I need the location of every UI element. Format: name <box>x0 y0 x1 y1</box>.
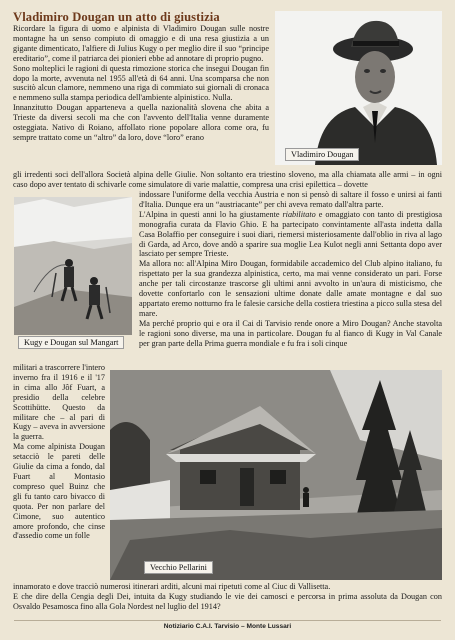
hut-image <box>110 370 442 580</box>
paragraph-5: Ma allora no: all'Alpina Miro Dougan, formidabile accademico del Club alpino italiano, fu rispettato per la sua grandezza alpinistica, certo, ma mai venne considerato un pari. Forse anche per tali circostanze trascorse gli ultimi anni avvolto in un'aura di misticismo, che dovette confortarlo con le sensazioni ultime donate dalle amate montagne e dal suo appartato eremo notturno fra le falesie carsiche della costiera triestina a picco sulla stesa del mare. <box>139 259 442 318</box>
footer-rule <box>14 620 441 621</box>
paragraph-4-end: e omaggiato con tanto di prestigiosa monografia curata da Flavio Ghio. E ha partecipato convintamente all'asta indetta dalla Casa Bolaffio per conseguire i suoi diari, riemersi misteriosamente dall'oblio in riva al lago di Garda, ad Arco, dove andò a sparire sua moglie Lea Kulot negli anni Settanta dopo aver lasciato per sempre Trieste. <box>139 209 442 259</box>
portrait-image <box>275 11 442 165</box>
paragraph-3b: gli irredenti soci dell'allora Società alpina delle Giulie. Non soltanto era triestino sloveno, ma alla chiamata alle armi – in ogni caso dopo aver tentato di schivarle come simulatore di varie malattie, compresa una crisi epilettica – dovette <box>13 170 442 189</box>
paragraph-2: Sono molteplici le ragioni di questa rimozione storica che insegui Dougan fin dopo la morte, avvenuta nel 1955 all'età di 64 anni. Una scomparsa che non suscitò alcun clamore, nemmeno una riga di commiato sui giornali di cronaca e nemmeno sulla stampa periodica dell'ambiente alpinistico. Nulla. <box>13 63 269 103</box>
paragraph-3a: Innanzitutto Dougan apparteneva a quella nazionalità slovena che abita a Trieste da diversi secoli ma che con l'avvento dell'Italia venne duramente osteggiata. Nativo di Roiano, affollato rione popolare allora come ora, fu sempre trattato come un “altro” da loro, dove “loro” erano <box>13 103 269 142</box>
fullwidth-text <box>13 170 442 190</box>
intro-paragraph <box>13 24 269 143</box>
paragraph-4-start: L'Alpina in questi anni lo ha giustamente <box>139 209 283 219</box>
paragraph-6: Ma perché proprio qui e ora il Cai di Tarvisio rende onore a Miro Dougan? Anche stavolta le ragioni sono diverse, ma una in particolare. Dougan fu al fianco di Kugy in Val Canale per gran parte della Prima guerra mondiale e fu fra i soli cinque <box>139 318 442 348</box>
hut-photo <box>110 370 442 580</box>
mangart-caption: Kugy e Dougan sul Mangart <box>18 336 124 349</box>
paragraph-7: militari a trascorrere l'intero inverno fra il 1916 e il '17 in cima allo Jôf Fuart, a presidio della celebre Scottihütte. Questo da militare che – al pari di Kugy – aveva in avversione la guerra. <box>13 363 105 442</box>
portrait-caption: Vladimiro Dougan <box>285 148 359 161</box>
mangart-photo <box>14 197 132 335</box>
paragraph-3c: indossare l'uniforme della vecchia Austria e non si pensò di saltare il fosso e unirsi ai fanti d'Italia. Dunque era un “austriacante” per chi aveva remato dall'altra parte. <box>139 190 442 209</box>
article-title: Vladimiro Dougan un atto di giustizia <box>13 10 220 24</box>
portrait-photo <box>275 11 442 165</box>
right-column-text <box>139 190 442 349</box>
page-footer: Notiziario C.A.I. Tarvisio – Monte Lussari <box>163 623 292 630</box>
paragraph-10: E che dire della Cengia degli Dei, intuita da Kugy studiando le vie dei camosci e percorsa in prima assoluta da Dougan con Osvaldo Pesamosca fino alla Gola Nordest nel luglio del 1914? <box>13 591 442 611</box>
bottom-text <box>13 582 442 612</box>
hut-caption: Vecchio Pellarini <box>144 561 213 574</box>
left-narrow-column <box>13 363 105 541</box>
mangart-image <box>14 197 132 335</box>
paragraph-4-emphasis: riabilitato <box>282 209 316 219</box>
paragraph-4 <box>139 210 442 260</box>
paragraph-1: Ricordare la figura di uomo e alpinista di Vladimiro Dougan sulle nostre montagne ha un senso compiuto di omaggio e di una resa giustizia a un gigante dimenticato, l'alfiere di Julius Kugy o per meglio dire il suo “principe ereditario”, come il patriarca dei pionieri ebbe ad annotare di proprio pugno. <box>13 24 269 63</box>
paragraph-8: Ma come alpinista Dougan setacciò le pareti delle Giulie da cima a fondo, dal Fuart al Montasio compreso quel Buinz che gli fu tanto caro bivacco di quota. Per non parlare del Cimone, suo autentico amore profondo, che cinse d'assedio come un folle <box>13 442 105 541</box>
paragraph-9: innamorato e dove tracciò numerosi itinerari arditi, alcuni mai ripetuti come al Ciuc di Vallisetta. <box>13 582 331 591</box>
